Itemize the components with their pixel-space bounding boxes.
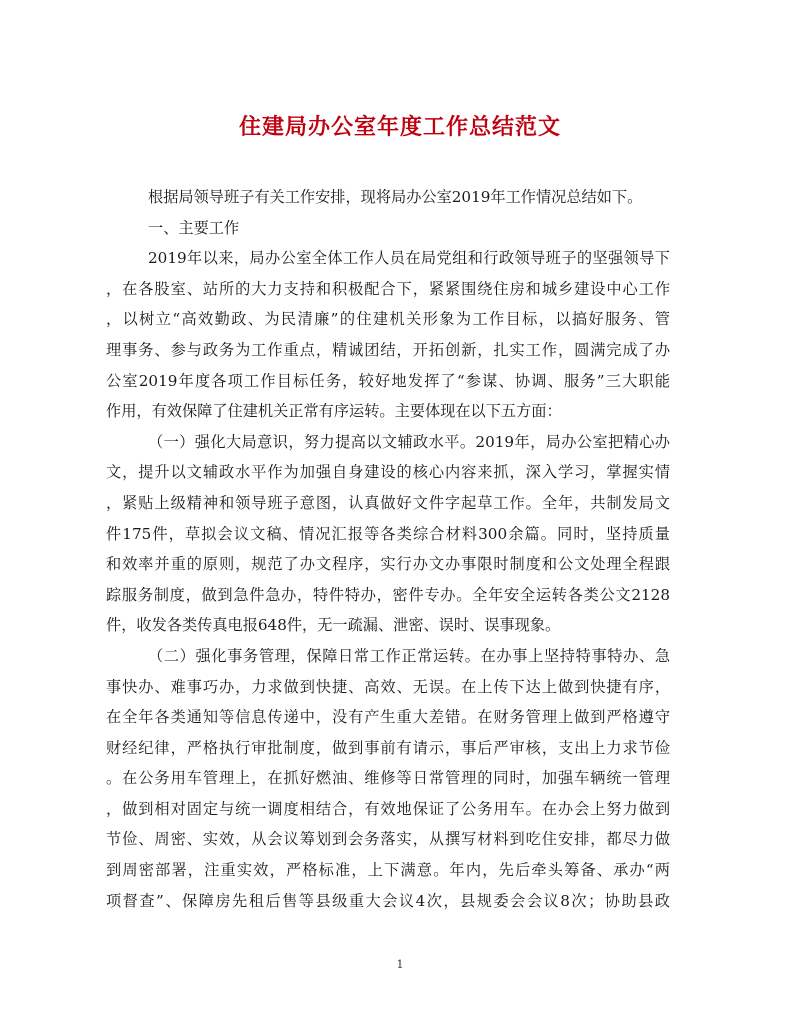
paragraph-line: （一）强化大局意识，努力提高以文辅政水平。2019年，局办公室把精心办	[148, 432, 670, 451]
paragraph-line: 件，收发各类传真电报648件，无一疏漏、泄密、误时、误事现象。	[106, 616, 561, 635]
paragraph-line: 和效率并重的原则，规范了办文程序，实行办文办事限时制度和公文处理全程跟	[106, 555, 670, 574]
paragraph-line: 。在公务用车管理上，在抓好燃油、维修等日常管理的同时，加强车辆统一管理	[106, 769, 670, 788]
paragraph-line: 财经纪律，严格执行审批制度，做到事前有请示，事后严审核，支出上力求节俭	[106, 738, 670, 757]
paragraph-line: ，做到相对固定与统一调度相结合，有效地保证了公务用车。在办会上努力做到	[106, 799, 670, 818]
paragraph-line: 件175件，草拟会议文稿、情况汇报等各类综合材料300余篇。同时，坚持质量	[106, 524, 670, 543]
paragraph-line: 作用，有效保障了住建机关正常有序运转。主要体现在以下五方面：	[106, 402, 562, 421]
paragraph-line: 事快办、难事巧办，力求做到快捷、高效、无误。在上传下达上做到快捷有序，	[106, 677, 670, 696]
paragraph-line: 节俭、周密、实效，从会议筹划到会务落实，从撰写材料到吃住安排，都尽力做	[106, 830, 670, 849]
paragraph-line: 在全年各类通知等信息传递中，没有产生重大差错。在财务管理上做到严格遵守	[106, 708, 670, 727]
paragraph-line: 到周密部署，注重实效，严格标准，上下满意。年内，先后牵头筹备、承办“两	[106, 861, 670, 880]
paragraph-line: 踪服务制度，做到急件急办，特件特办，密件专办。全年安全运转各类公文2128	[106, 585, 670, 604]
paragraph-line: 公室2019年度各项工作目标任务，较好地发挥了“参谋、协调、服务”三大职能	[106, 371, 670, 390]
paragraph-line: 根据局领导班子有关工作安排，现将局办公室2019年工作情况总结如下。	[148, 188, 643, 206]
section-heading: 一、主要工作	[148, 218, 240, 237]
paragraph-line: ，在各股室、站所的大力支持和积极配合下，紧紧围绕住房和城乡建设中心工作	[106, 279, 670, 298]
paragraph-line: ，紧贴上级精神和领导班子意图，认真做好文件字起草工作。全年，共制发局文	[106, 493, 670, 512]
paragraph-line: 理事务、参与政务为工作重点，精诚团结，开拓创新，扎实工作，圆满完成了办	[106, 340, 670, 359]
paragraph-line: 文，提升以文辅政水平作为加强自身建设的核心内容来抓，深入学习，掌握实情	[106, 463, 670, 482]
paragraph-line: 项督查”、保障房先租后售等县级重大会议4次，县规委会会议8次；协助县政	[106, 891, 670, 910]
paragraph-line: 2019年以来，局办公室全体工作人员在局党组和行政领导班子的坚强领导下	[148, 249, 670, 268]
document-title: 住建局办公室年度工作总结范文	[238, 115, 561, 140]
paragraph-line: （二）强化事务管理，保障日常工作正常运转。在办事上坚持特事特办、急	[148, 646, 670, 665]
document-body	[106, 182, 670, 916]
page-number: 1	[396, 958, 404, 971]
paragraph-line: ，以树立“高效勤政、为民清廉”的住建机关形象为工作目标，以搞好服务、管	[106, 310, 670, 329]
